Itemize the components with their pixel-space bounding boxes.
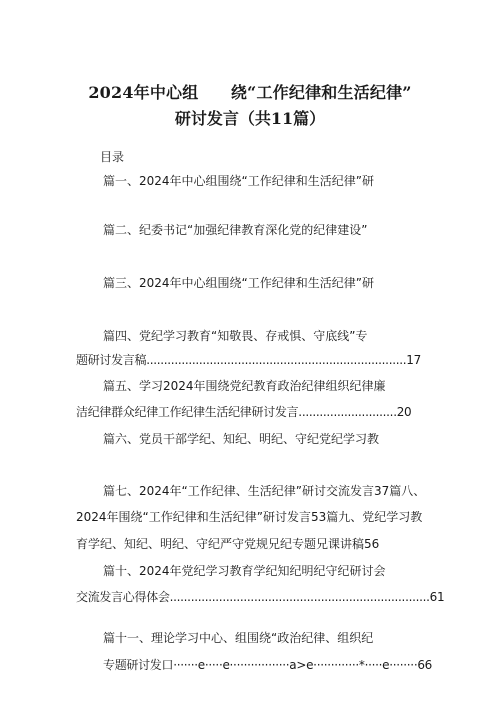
toc-entry-4[interactable]: 篇四、党纪学习教育“知敬畏、存戒惧、守底线”专: [103, 329, 368, 343]
toc-entry-7[interactable]: 篇七、2024年“工作纪律、生活纪律”研讨交流发言37篇八、: [103, 484, 426, 498]
toc-entry-7-continuation-2[interactable]: 育学纪、知纪、明纪、守纪严守党规兄纪专题兄课讲稿56: [76, 537, 380, 551]
toc-entry-1[interactable]: 篇一、2024年中心组围绕“工作纪律和生活纪律”研: [103, 174, 374, 188]
toc-heading: 目录: [100, 150, 125, 164]
toc-entry-11-continuation[interactable]: 专题研讨发口·······e·····e·················a>e·············*·····e········66: [103, 658, 433, 672]
toc-entry-10-continuation[interactable]: 交流发言心得体会..........................................................................61: [76, 590, 445, 604]
toc-entry-5-continuation[interactable]: 洁纪律群众纪律工作纪律生活纪律研讨发言............................20: [76, 405, 412, 419]
toc-entry-5[interactable]: 篇五、学习2024年围绕党纪教育政治纪律组织纪律廉: [103, 379, 386, 393]
toc-entry-6[interactable]: 篇六、党员干部学纪、知纪、明纪、守纪党纪学习教: [103, 432, 380, 446]
toc-entry-11[interactable]: 篇十一、理论学习中心、组围绕“政治纪律、组织纪: [103, 631, 374, 645]
toc-entry-3[interactable]: 篇三、2024年中心组围绕“工作纪律和生活纪律”研: [103, 276, 374, 290]
toc-entry-2[interactable]: 篇二、纪委书记“加强纪律教育深化党的纪律建设”: [103, 223, 368, 237]
toc-entry-4-continuation[interactable]: 题研讨发言稿..........................................................................17: [76, 353, 421, 367]
toc-entry-10[interactable]: 篇十、2024年党纪学习教育学纪知纪明纪守纪研讨会: [103, 564, 386, 578]
document-title-line-1: 2024年中心组 绕“工作纪律和生活纪律”: [88, 83, 412, 102]
toc-entry-7-continuation[interactable]: 2024年围绕“工作纪律和生活纪律”研讨发言53篇九、党纪学习教: [76, 510, 423, 524]
document-title-line-2: 研讨发言（共11篇）: [174, 109, 326, 128]
